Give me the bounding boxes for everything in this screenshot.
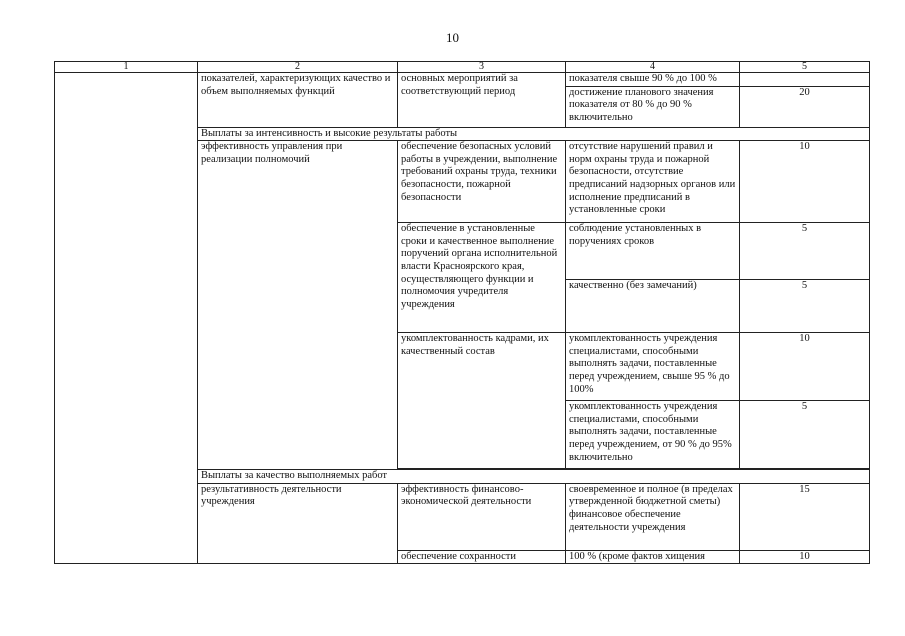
column-number-4: 4: [566, 62, 740, 73]
points-cell: 20: [740, 86, 870, 127]
condition-cell: соблюдение установленных в поручениях сроков: [566, 223, 740, 280]
section-title: Выплаты за качество выполняемых работ: [198, 470, 870, 484]
points-cell: 10: [740, 333, 870, 401]
points-cell: 15: [740, 483, 870, 550]
points-cell: 5: [740, 280, 870, 333]
indicator-cell: результативность деятельности учреждения: [198, 483, 398, 564]
criterion-cell: основных мероприятий за соответствующий период: [398, 73, 566, 128]
column-number-3: 3: [398, 62, 566, 73]
condition-cell: укомплектованность учреждения специалистами, способными выполнять задачи, поставленные перед учреждением, от 90 % до 95% включительно: [566, 401, 740, 469]
condition-cell: укомплектованность учреждения специалистами, способными выполнять задачи, поставленные перед учреждением, свыше 95 % до 100%: [566, 333, 740, 401]
table-row: [55, 73, 870, 87]
condition-cell: своевременное и полное (в пределах утвержденной бюджетной сметы) финансовое обеспечение деятельности учреждения: [566, 483, 740, 550]
criterion-cell: эффективность финансово-экономической деятельности: [398, 483, 566, 550]
criterion-cell: обеспечение сохранности: [398, 550, 566, 564]
condition-cell: отсутствие нарушений правил и норм охраны труда и пожарной безопасности, отсутствие предписаний надзорных органов или исполнение предписаний в установленные сроки: [566, 141, 740, 223]
table-header-row: [55, 62, 870, 73]
points-cell: [740, 73, 870, 87]
column-number-1: 1: [55, 62, 198, 73]
page-number: 10: [446, 30, 459, 45]
indicator-cell: показателей, характеризующих качество и объем выполняемых функций: [198, 73, 398, 128]
condition-cell: качественно (без замечаний): [566, 280, 740, 333]
condition-cell: достижение планового значения показателя от 80 % до 90 % включительно: [566, 86, 740, 127]
criterion-cell: обеспечение в установленные сроки и качественное выполнение поручений органа исполнительной власти Красноярского края, осуществляющего функции и полномочия учредителя учреждения: [398, 223, 566, 333]
points-cell: 5: [740, 401, 870, 469]
position-cell: [55, 73, 198, 564]
indicator-cell: эффективность управления при реализации полномочий: [198, 141, 398, 470]
criterion-cell: укомплектованность кадрами, их качественный состав: [398, 333, 566, 469]
criteria-table: [54, 61, 870, 564]
column-number-5: 5: [740, 62, 870, 73]
condition-cell: 100 % (кроме фактов хищения: [566, 550, 740, 564]
points-cell: 10: [740, 550, 870, 564]
points-cell: 10: [740, 141, 870, 223]
section-title: Выплаты за интенсивность и высокие результаты работы: [198, 127, 870, 141]
condition-cell: показателя свыше 90 % до 100 %: [566, 73, 740, 87]
criterion-cell: обеспечение безопасных условий работы в учреждении, выполнение требований охраны труда, техники безопасности, пожарной безопасности: [398, 141, 566, 223]
column-number-2: 2: [198, 62, 398, 73]
points-cell: 5: [740, 223, 870, 280]
